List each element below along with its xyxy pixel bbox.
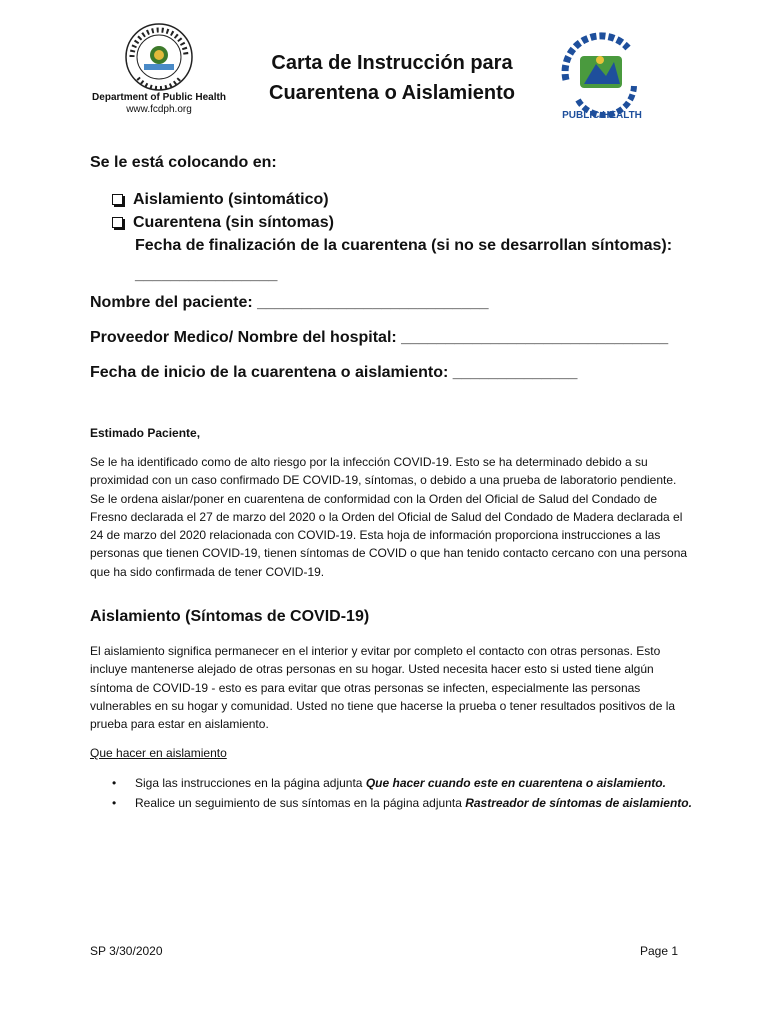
title-line-1: Carta de Instrucción para: [271, 52, 513, 74]
isolation-instructions-list: [112, 774, 692, 814]
fresno-county-seal-icon: [124, 22, 194, 92]
page-title: [252, 48, 532, 108]
madera-public-health: PUBLIC HEALTH: [562, 110, 642, 121]
end-date-field[interactable]: ________________: [135, 266, 278, 283]
checkbox-isolation-icon[interactable]: [112, 194, 123, 205]
footer-code: SP 3/30/2020: [90, 944, 163, 958]
isolation-heading: Aislamiento (Síntomas de COVID-19): [90, 608, 370, 625]
madera-county-logo-icon: [556, 30, 646, 120]
option-quarantine-label: Cuarentena (sin síntomas): [133, 214, 334, 231]
bullet-1-reference: Que hacer cuando este en cuarentena o aislamiento.: [365, 776, 666, 790]
isolation-instructions-link: Que hacer en aislamiento: [90, 746, 227, 760]
list-item: [112, 794, 692, 813]
list-item: [112, 774, 692, 793]
salutation: Estimado Paciente,: [90, 426, 201, 440]
checkbox-quarantine-icon[interactable]: [112, 217, 123, 228]
page-number: Page 1: [640, 944, 679, 958]
bullet-2-text: Realice un seguimiento de sus síntomas en la página adjunta: [135, 796, 466, 810]
intro-paragraph: Se le ha identificado como de alto riesgo por la infección COVID-19. Esto se ha determinado debido a su proximidad con un caso confirmado DE COVID-19, síntomas, o debido a una prueba de laboratorio pendiente. Se le ordena aislar/poner en cuarentena de conformidad con la Orden del Oficial de Salud del Condado de Fresno declarada el 27 de marzo del 2020 o la Orden del Oficial de Salud del Condado de Madera declarada el 24 de marzo del 2020 relacionada con COVID-19. Esta hoja de información proporciona instrucciones a las personas que tienen COVID-19, tienen síntomas de COVID o que han tenido contacto cercano con una persona que ha sido confirmada de tener COVID-19.: [90, 455, 688, 579]
bullet-2-reference: Rastreador de síntomas de aislamiento.: [465, 796, 692, 810]
title-line-2: Cuarentena o Aislamiento: [269, 82, 515, 104]
option-isolation-label: Aislamiento (sintomático): [133, 191, 329, 208]
department-url[interactable]: www.fcdph.org: [126, 104, 192, 115]
option-quarantine[interactable]: [112, 211, 672, 234]
option-isolation[interactable]: [112, 188, 672, 211]
department-org: Department of Public Health: [92, 92, 226, 103]
placement-options: [112, 188, 672, 286]
department-name: [88, 92, 230, 116]
provider-field[interactable]: Proveedor Medico/ Nombre del hospital: ______________________________: [90, 329, 669, 346]
isolation-paragraph: El aislamiento significa permanecer en el interior y evitar por completo el contacto con otras personas. Esto incluye mantenerse alejado de otras personas en su hogar. Usted necesita hacer esto si usted tiene algún síntoma de COVID-19 - esto es para evitar que otras personas se infecten, especialmente las personas vulnerables en su hogar y comunidad. Usted no tiene que hacerse la prueba o tener resultados positivos de la prueba para estar en aislamiento.: [90, 644, 676, 732]
placement-heading: Se le está colocando en:: [90, 154, 277, 171]
bullet-1-text: Siga las instrucciones en la página adjunta: [135, 776, 366, 790]
end-date-label: Fecha de finalización de la cuarentena (si no se desarrollan síntomas):: [135, 237, 673, 254]
start-date-field[interactable]: Fecha de inicio de la cuarentena o aislamiento: ______________: [90, 364, 578, 381]
patient-name-field[interactable]: Nombre del paciente: __________________________: [90, 294, 489, 311]
